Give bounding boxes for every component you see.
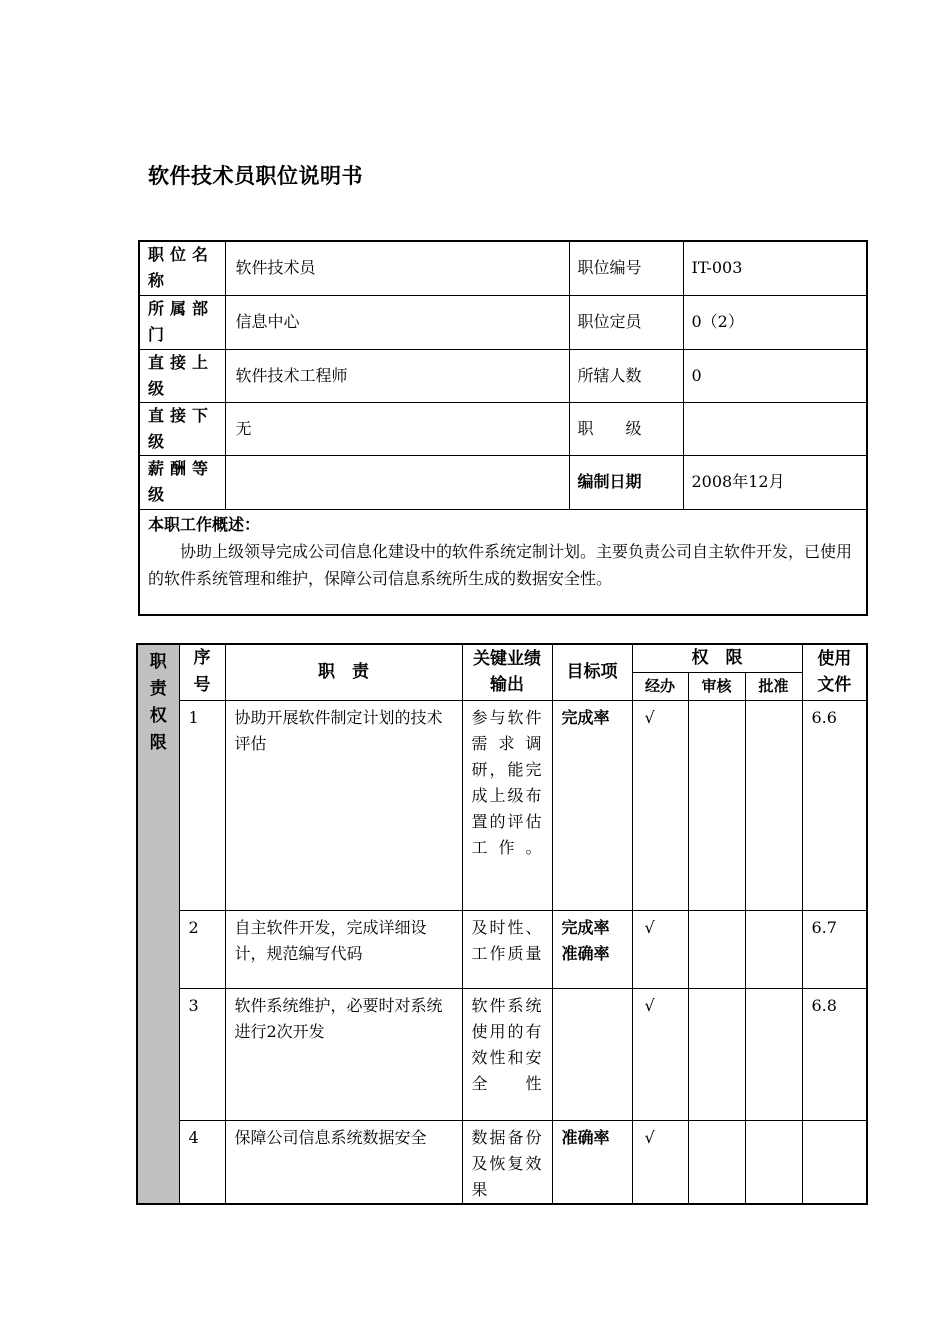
label-position-code: 职位编号	[569, 241, 683, 295]
row-kpi: 数据备份及恢复效果	[462, 1120, 552, 1204]
value-superior: 软件技术工程师	[225, 349, 569, 402]
table-row	[137, 910, 867, 988]
header-review: 审核	[688, 672, 745, 700]
row-target: 准确率	[552, 1120, 632, 1204]
row-duty: 自主软件开发，完成详细设计，规范编写代码	[225, 910, 462, 988]
summary-text: 协助上级领导完成公司信息化建设中的软件系统定制计划。主要负责公司自主软件开发，已使用的软件系统管理和维护，保障公司信息系统所生成的数据安全性。	[148, 541, 853, 588]
row-duty: 软件系统维护，必要时对系统进行2次开发	[225, 988, 462, 1120]
row-doc: 6.8	[802, 988, 867, 1120]
value-salary-grade	[225, 455, 569, 509]
row-approve	[745, 988, 802, 1120]
value-headcount: 0（2）	[683, 295, 867, 349]
row-doc: 6.7	[802, 910, 867, 988]
row-review	[688, 910, 745, 988]
header-seq: 序号	[179, 644, 225, 700]
label-grade: 职 级	[569, 402, 683, 455]
label-subordinate-count: 所辖人数	[569, 349, 683, 402]
row-doc: 6.6	[802, 700, 867, 910]
value-subordinate: 无	[225, 402, 569, 455]
row-doc	[802, 1120, 867, 1204]
info-row-department	[139, 295, 867, 349]
header-authority: 权 限	[632, 644, 802, 672]
label-position-name: 职位名称	[139, 241, 225, 295]
row-handle: √	[632, 700, 688, 910]
row-seq: 4	[179, 1120, 225, 1204]
label-superior: 直接上级	[139, 349, 225, 402]
info-row-position-name	[139, 241, 867, 295]
header-target: 目标项	[552, 644, 632, 700]
label-compile-date: 编制日期	[569, 455, 683, 509]
header-kpi: 关键业绩输出	[462, 644, 552, 700]
job-summary	[139, 509, 867, 615]
row-review	[688, 1120, 745, 1204]
row-seq: 2	[179, 910, 225, 988]
summary-title: 本职工作概述：	[148, 514, 261, 534]
row-target: 完成率 准确率	[552, 910, 632, 988]
value-subordinate-count: 0	[683, 349, 867, 402]
row-handle: √	[632, 1120, 688, 1204]
label-subordinate: 直接下级	[139, 402, 225, 455]
info-row-salary	[139, 455, 867, 509]
row-approve	[745, 700, 802, 910]
duties-table	[136, 643, 868, 1205]
row-duty: 保障公司信息系统数据安全	[225, 1120, 462, 1204]
row-approve	[745, 910, 802, 988]
header-approve: 批准	[745, 672, 802, 700]
row-review	[688, 700, 745, 910]
value-grade	[683, 402, 867, 455]
label-salary-grade: 薪酬等级	[139, 455, 225, 509]
value-position-name: 软件技术员	[225, 241, 569, 295]
row-target: 完成率	[552, 700, 632, 910]
row-seq: 1	[179, 700, 225, 910]
row-handle: √	[632, 988, 688, 1120]
value-position-code: IT-003	[683, 241, 867, 295]
row-handle: √	[632, 910, 688, 988]
row-seq: 3	[179, 988, 225, 1120]
position-info-table	[138, 240, 868, 616]
row-duty: 协助开展软件制定计划的技术评估	[225, 700, 462, 910]
page-title: 软件技术员职位说明书	[148, 164, 363, 188]
label-headcount: 职位定员	[569, 295, 683, 349]
info-row-subordinate	[139, 402, 867, 455]
side-label-duties-authority: 职责权限	[137, 644, 179, 1204]
table-row	[137, 988, 867, 1120]
header-doc: 使用文件	[802, 644, 867, 700]
header-duty: 职 责	[225, 644, 462, 700]
row-target	[552, 988, 632, 1120]
info-row-superior	[139, 349, 867, 402]
table-row	[137, 700, 867, 910]
row-approve	[745, 1120, 802, 1204]
value-department: 信息中心	[225, 295, 569, 349]
label-department: 所属部门	[139, 295, 225, 349]
row-kpi: 软件系统使用的有效性和安全性	[462, 988, 552, 1120]
info-row-summary	[139, 509, 867, 615]
header-handle: 经办	[632, 672, 688, 700]
table-row	[137, 1120, 867, 1204]
row-kpi: 及时性、工作质量	[462, 910, 552, 988]
row-kpi: 参与软件需求调研，能完成上级布置的评估工作。	[462, 700, 552, 910]
row-review	[688, 988, 745, 1120]
value-compile-date: 2008年12月	[683, 455, 867, 509]
duties-header-row	[137, 644, 867, 672]
